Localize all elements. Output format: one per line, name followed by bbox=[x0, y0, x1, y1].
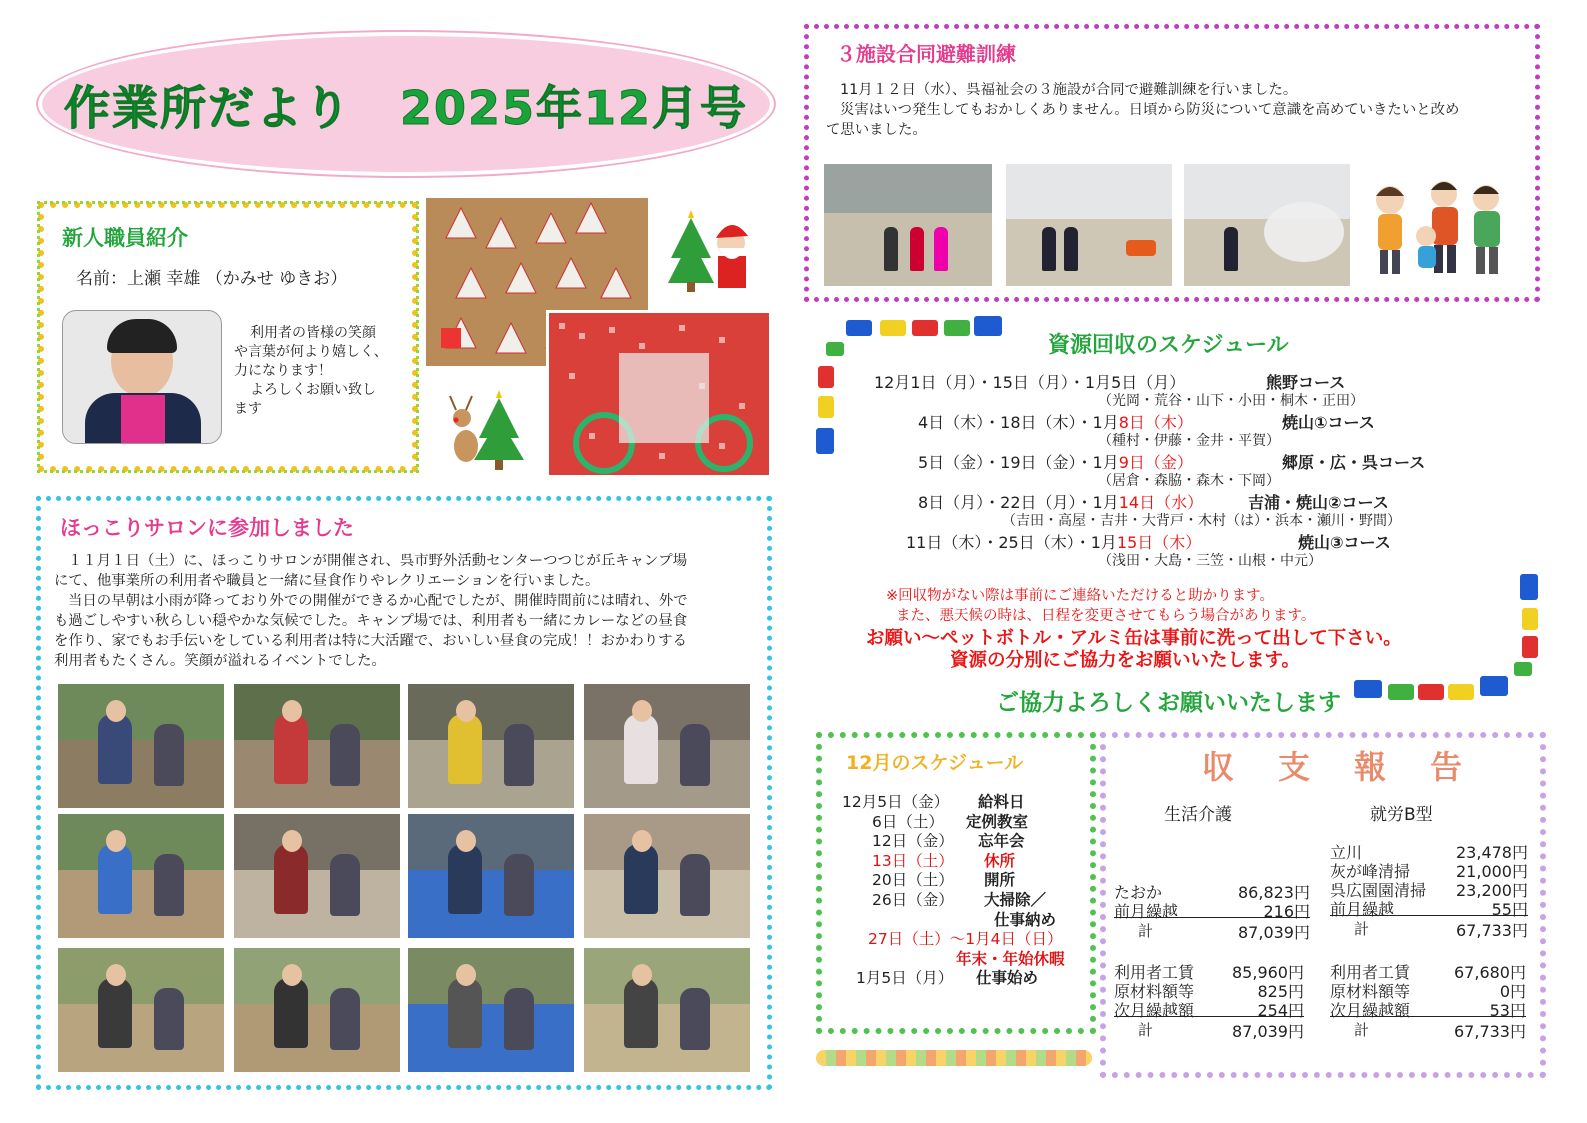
salon-text bbox=[54, 551, 754, 671]
staff-name: 名前：上瀬 幸雄 （かみせ ゆきお） bbox=[76, 269, 348, 289]
truck-icon bbox=[1520, 574, 1538, 600]
finance-item-value: 254円 bbox=[1257, 1001, 1304, 1020]
recycle-areas: （吉田・高屋・吉井・大背戸・木村（は）・浜本・瀬川・野間） bbox=[1002, 513, 1401, 529]
december-date: 6日（土） bbox=[872, 812, 944, 831]
december-date: 1月5日（月） bbox=[856, 969, 954, 988]
finance-left-label: 生活介護 bbox=[1164, 805, 1232, 825]
finance-item-value: 53円 bbox=[1489, 1001, 1526, 1020]
car-icon bbox=[944, 320, 970, 336]
recycle-course: 熊野コース bbox=[1266, 373, 1346, 392]
salon-photo bbox=[584, 948, 750, 1072]
finance-total-value: 87,039円 bbox=[1238, 923, 1310, 942]
finance-item-label: 前月繰越 bbox=[1114, 902, 1179, 921]
car-icon bbox=[826, 342, 844, 356]
salon-photo bbox=[408, 684, 574, 808]
finance-item-value: 216円 bbox=[1263, 902, 1310, 921]
staff-message-line: ます bbox=[234, 401, 262, 417]
december-date: 13日（土） bbox=[872, 851, 954, 870]
car-icon bbox=[818, 366, 834, 388]
car-icon bbox=[1388, 684, 1414, 700]
salon-text-line: １１月１日（土）に、ほっこりサロンが開催され、呉市野外活動センターつつじが丘キャンプ場 bbox=[68, 553, 688, 569]
recycle-date-highlight: 15日（木） bbox=[1116, 533, 1202, 552]
car-icon bbox=[1448, 684, 1474, 700]
finance-item-label: 原材料額等 bbox=[1114, 982, 1195, 1001]
december-date: 12月5日（金） bbox=[842, 793, 950, 811]
finance-total-label: 計 bbox=[1138, 1021, 1154, 1039]
recycle-date-text: 4日（木）・18日（木）・1月 bbox=[918, 413, 1119, 432]
salon-photo bbox=[58, 948, 224, 1072]
finance-item-value: 55円 bbox=[1491, 900, 1528, 919]
salon-text-line: 利用者もたくさん。笑顔が溢れるイベントでした。 bbox=[54, 653, 386, 669]
recycle-areas: （光岡・荒谷・山下・小田・桐木・正田） bbox=[1098, 393, 1364, 409]
salon-photo bbox=[408, 814, 574, 938]
finance-item-value: 825円 bbox=[1257, 982, 1304, 1001]
recycle-heading: 資源回収のスケジュール bbox=[1048, 333, 1289, 358]
salon-photo bbox=[584, 814, 750, 938]
december-schedule-box bbox=[816, 732, 1096, 1034]
staff-message-line: よろしくお願い致し bbox=[250, 382, 376, 398]
recycle-course: 焼山①コース bbox=[1282, 413, 1375, 432]
staff-photo bbox=[62, 310, 222, 444]
december-date: 12日（金） bbox=[872, 832, 954, 851]
finance-total-label: 計 bbox=[1138, 922, 1154, 940]
staff-heading: 新人職員紹介 bbox=[62, 226, 188, 250]
recycle-date-highlight: 14日（水） bbox=[1118, 493, 1204, 512]
recycle-note-2: また、悪天候の時は、日程を変更させてもらう場合があります。 bbox=[896, 608, 1316, 624]
december-event: 仕事始め bbox=[976, 969, 1039, 988]
finance-right-label: 就労B型 bbox=[1370, 805, 1433, 825]
finance-item-label: 灰が峰清掃 bbox=[1330, 862, 1411, 881]
recycle-areas: （浅田・大島・三笠・山根・中元） bbox=[1098, 553, 1322, 569]
recycle-course: 吉浦・焼山②コース bbox=[1248, 493, 1389, 512]
finance-item-label: たおか bbox=[1114, 883, 1163, 902]
truck-icon bbox=[1354, 680, 1382, 698]
evacuation-family-illustration bbox=[1362, 172, 1522, 278]
car-icon bbox=[1514, 662, 1532, 676]
salon-photo bbox=[234, 948, 400, 1072]
evacuation-photo-2 bbox=[1006, 164, 1172, 286]
car-icon bbox=[1522, 636, 1538, 658]
leaf-garland-decoration bbox=[816, 1050, 1092, 1066]
finance-total-value: 67,733円 bbox=[1456, 921, 1528, 940]
finance-item-value: 85,960円 bbox=[1232, 963, 1304, 982]
salon-text-line: にて、他事業所の利用者や職員と一緒に昼食作りやレクリエーションを行いました。 bbox=[54, 573, 600, 589]
finance-item-label: 利用者工賃 bbox=[1114, 963, 1195, 982]
salon-text-line: を作り、家でもお手伝いをしている利用者は特に大活躍で、おいしい昼食の完成！！おかわりする bbox=[54, 633, 687, 649]
december-event: 年末・年始休暇 bbox=[956, 949, 1065, 968]
december-event: 給料日 bbox=[978, 793, 1025, 811]
car-icon bbox=[1522, 608, 1538, 630]
recycle-date-highlight: 9日（金） bbox=[1118, 453, 1193, 472]
salon-photo bbox=[408, 948, 574, 1072]
december-heading: 12月のスケジュール bbox=[846, 752, 1024, 774]
evacuation-text bbox=[826, 80, 1526, 140]
december-event: 休所 bbox=[984, 851, 1016, 870]
december-date: 27日（土）～1月4日（日） bbox=[868, 930, 1063, 949]
car-icon bbox=[912, 320, 938, 336]
car-icon bbox=[818, 396, 834, 418]
finance-item-label: 次月繰越額 bbox=[1330, 1001, 1411, 1020]
truck-icon bbox=[974, 316, 1002, 336]
evacuation-photo-3 bbox=[1184, 164, 1350, 286]
salon-photo bbox=[234, 684, 400, 808]
finance-item-value: 23,200円 bbox=[1456, 881, 1528, 900]
truck-icon bbox=[816, 428, 834, 454]
finance-item-label: 呉広園園清掃 bbox=[1330, 881, 1427, 900]
page-title: 作業所だより 2025年12月号 bbox=[63, 81, 749, 135]
december-event: 仕事納め bbox=[994, 910, 1057, 929]
recycle-date-text: 8日（月）・22日（月）・1月 bbox=[918, 493, 1119, 512]
december-event: 開所 bbox=[984, 871, 1016, 890]
recycle-areas: （種村・伊藤・金井・平賀） bbox=[1098, 433, 1280, 449]
christmas-tree-santa-illustration bbox=[666, 208, 752, 294]
salon-photo bbox=[234, 814, 400, 938]
finance-heading: 収 支 報 告 bbox=[1202, 748, 1469, 786]
finance-item-value: 23,478円 bbox=[1456, 843, 1528, 862]
car-icon bbox=[1418, 684, 1444, 700]
salon-photo bbox=[584, 684, 750, 808]
december-date: 26日（金） bbox=[872, 891, 954, 909]
recycle-date-highlight: 8日（木） bbox=[1118, 413, 1193, 432]
december-date: 20日（土） bbox=[872, 871, 954, 890]
recycle-request-2: 資源の分別にご協力をお願いいたします。 bbox=[950, 650, 1301, 671]
salon-text-line: 当日の早朝は小雨が降っており外での開催ができるか心配でしたが、開催時間前には晴れ、外で bbox=[68, 593, 688, 609]
salon-photo bbox=[58, 684, 224, 808]
staff-message-line: 力になります！ bbox=[234, 363, 332, 379]
finance-item-value: 86,823円 bbox=[1238, 883, 1310, 902]
finance-item-label: 立川 bbox=[1330, 843, 1363, 862]
december-event: 定例教室 bbox=[966, 812, 1029, 831]
finance-item-value: 67,680円 bbox=[1454, 963, 1526, 982]
evacuation-text-line: 災害はいつ発生してもおかしくありません。日頃から防災について意識を高めていきたいと改め bbox=[840, 102, 1460, 118]
finance-total-label: 計 bbox=[1354, 920, 1370, 938]
recycle-areas: （居倉・森脇・森木・下岡） bbox=[1098, 473, 1280, 489]
finance-total-label: 計 bbox=[1354, 1021, 1370, 1039]
truck-icon bbox=[1480, 676, 1508, 696]
evacuation-heading: ３施設合同避難訓練 bbox=[836, 42, 1016, 66]
finance-item-label: 前月繰越 bbox=[1330, 900, 1395, 919]
december-event: 大掃除／ bbox=[984, 891, 1047, 909]
finance-item-value: 21,000円 bbox=[1456, 862, 1528, 881]
staff-message-line: 利用者の皆様の笑顔 bbox=[250, 325, 376, 341]
salon-heading: ほっこりサロンに参加しました bbox=[60, 516, 354, 540]
recycle-closing: ご協力よろしくお願いいたします bbox=[996, 690, 1341, 716]
recycle-date-text: 11日（木）・25日（木）・1月 bbox=[906, 533, 1117, 552]
december-event: 忘年会 bbox=[978, 832, 1025, 851]
recycle-request-1: お願い～ペットボトル・アルミ缶は事前に洗って出して下さい。 bbox=[866, 628, 1402, 649]
staff-message bbox=[234, 324, 404, 419]
recycle-course: 郷原・広・呉コース bbox=[1282, 453, 1426, 472]
finance-total-value: 87,039円 bbox=[1232, 1022, 1304, 1041]
staff-message-line: や言葉が何より嬉しく、 bbox=[234, 344, 388, 360]
finance-item-label: 次月繰越額 bbox=[1114, 1001, 1195, 1020]
finance-item-label: 利用者工賃 bbox=[1330, 963, 1411, 982]
recycle-course: 焼山③コース bbox=[1298, 533, 1391, 552]
finance-item-label: 原材料額等 bbox=[1330, 982, 1411, 1001]
recycle-date-text: 5日（金）・19日（金）・1月 bbox=[918, 453, 1119, 472]
evacuation-text-line: て思いました。 bbox=[826, 122, 927, 138]
recycle-note-1: ※回収物がない際は事前にご連絡いただけると助かります。 bbox=[886, 588, 1274, 604]
evacuation-text-line: 11月１２日（水）、呉福祉会の３施設が合同で避難訓練を行いました。 bbox=[840, 82, 1298, 98]
salon-photo bbox=[58, 814, 224, 938]
car-icon bbox=[880, 320, 906, 336]
truck-icon bbox=[846, 320, 872, 336]
finance-total-value: 67,733円 bbox=[1454, 1022, 1526, 1041]
reindeer-tree-illustration bbox=[444, 388, 528, 472]
finance-item-value: 0円 bbox=[1499, 982, 1526, 1001]
evacuation-photo-1 bbox=[824, 164, 992, 286]
craft-photo-2 bbox=[546, 310, 772, 478]
salon-text-line: も過ごしやすい秋らしい穏やかな気候でした。キャンプ場では、利用者も一緒にカレーなどの昼食 bbox=[54, 613, 688, 629]
recycle-date-text: 12月1日（月）・15日（月）・1月5日（月） bbox=[874, 373, 1186, 392]
